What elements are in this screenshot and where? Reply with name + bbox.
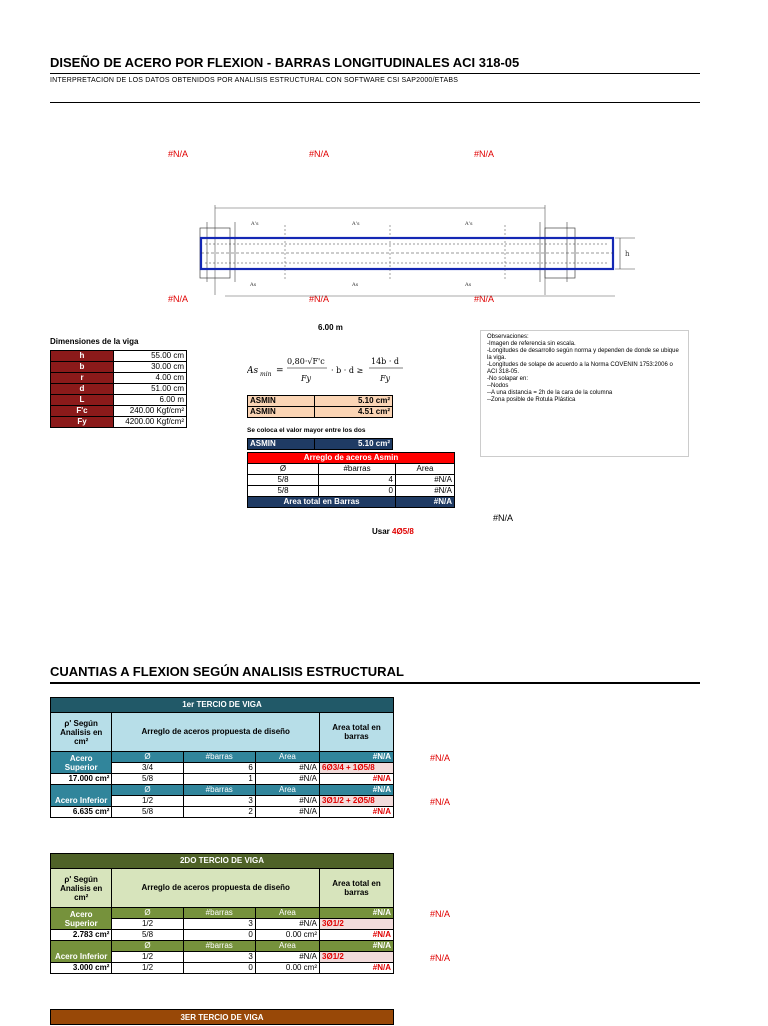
tercio2-inf-value: 3.000 cm² [51, 963, 112, 974]
dimension-value: 55.00 cm [114, 351, 187, 362]
beam-length: 6.00 m [318, 323, 343, 332]
dimensions-row [51, 351, 187, 362]
dimension-value: 30.00 cm [114, 362, 187, 373]
tercio1-sup-r2-combo: #N/A [320, 774, 394, 785]
dimension-label: r [51, 373, 114, 384]
asmin-total-value: #N/A [396, 497, 455, 508]
tercio1-sup-r1-area: #N/A [255, 763, 319, 774]
tercio1-sup-label: Acero Superior [51, 752, 112, 774]
tercio2-sup-label: Acero Superior [51, 908, 112, 930]
svg-text:As: As [247, 366, 259, 376]
dimensions-row [51, 373, 187, 384]
tercio1-inf-r2-diam: 5/8 [112, 807, 183, 818]
tercio2-sup-total: #N/A [320, 908, 394, 919]
tercio1-inf-r2-area: #N/A [255, 807, 319, 818]
tercio1-sub-bars: #barras [183, 752, 255, 763]
tercio1-inf-total: #N/A [320, 785, 394, 796]
asmin-note: Se coloca el valor mayor entre los dos [247, 427, 366, 434]
asmin-col-area: Area [396, 464, 455, 475]
diagram-na-top-left: #N/A [168, 149, 189, 159]
tercio1-table [50, 697, 394, 818]
asmin-side-value: #N/A [493, 513, 514, 523]
tercio3-title: 3ER TERCIO DE VIGA [50, 1009, 394, 1025]
svg-text:=: = [276, 366, 284, 376]
svg-text:0,80·√F'c: 0,80·√F'c [287, 357, 325, 366]
observations-line: -Longitudes de solape de acuerdo a la Norma COVENIN 1753:2006 o ACI 318-05. [487, 362, 673, 375]
tercio2-inf-r1-combo: 3Ø1/2 [320, 952, 394, 963]
asmin-col-bars: #barras [319, 464, 396, 475]
tercio1-col-area: Area total en barras [320, 713, 394, 752]
tercio2-sup-r2-area: 0.00 cm² [255, 930, 319, 941]
tercio1-sup-r2-diam: 5/8 [112, 774, 183, 785]
observations-line: --Zona posible de Rotula Plástica [487, 397, 576, 403]
dimensions-row [51, 395, 187, 406]
tercio2-inf-r2-bars: 0 [183, 963, 255, 974]
tercio1-sup-r2-bars: 1 [183, 774, 255, 785]
dimension-label: d [51, 384, 114, 395]
asmin-row2-diam: 5/8 [248, 486, 319, 497]
tercio2-sub-area: Area [255, 908, 319, 919]
diagram-na-bot-mid: #N/A [309, 294, 330, 304]
header-rule-top [50, 73, 700, 74]
dimensions-row [51, 417, 187, 428]
tercio1-sup-r1-diam: 3/4 [112, 763, 183, 774]
observations-line: --A una distancia = 2h de la cara de la columna [487, 390, 613, 396]
tercio1-side-2: #N/A [430, 797, 451, 807]
tercio1-col-rho: ρ' Según Analisis en cm² [51, 713, 112, 752]
dimension-value: 240.00 Kgf/cm² [114, 406, 187, 417]
asmin-final-table [247, 438, 393, 450]
asmin-formula [247, 353, 407, 387]
tercio2-inf-r2-combo: #N/A [320, 963, 394, 974]
diagram-label-as5: As [352, 282, 359, 288]
asmin-final-value: 5.10 cm² [315, 439, 393, 450]
diagram-na-bot-left: #N/A [168, 294, 189, 304]
svg-text:· b · d ≥: · b · d ≥ [331, 366, 364, 375]
beam-diagram [195, 200, 645, 300]
tercio1-sup-total: #N/A [320, 752, 394, 763]
diagram-na-bot-right: #N/A [474, 294, 495, 304]
tercio2-sub2-area: Area [255, 941, 319, 952]
tercio2-sub2-diam: Ø [112, 941, 183, 952]
diagram-label-as1: A's [251, 221, 259, 227]
dimension-label: b [51, 362, 114, 373]
tercio1-sub2-area: Area [255, 785, 319, 796]
asmin-value-2: 4.51 cm² [315, 407, 393, 418]
tercio2-inf-r1-area: #N/A [255, 952, 319, 963]
observations-line: -Longitudes de desarrollo según norma y dependen de donde se ubique la viga. [487, 348, 679, 361]
asmin-total-label: Area total en Barras [248, 497, 396, 508]
page-subtitle: INTERPRETACION DE LOS DATOS OBTENIDOS POR ANALISIS ESTRUCTURAL CON SOFTWARE CSI SAP2000/ETABS [50, 77, 459, 84]
tercio2-col-area: Area total en barras [320, 869, 394, 908]
dimension-label: L [51, 395, 114, 406]
tercio2-sup-r1-combo: 3Ø1/2 [320, 919, 394, 930]
asmin-row1-bars: 4 [319, 475, 396, 486]
dimension-value: 4200.00 Kgf/cm² [114, 417, 187, 428]
tercio2-sub-bars: #barras [183, 908, 255, 919]
tercio2-inf-label: Acero Inferior [51, 941, 112, 963]
observations-line: --Nodos [487, 383, 509, 389]
tercio1-sub-diam: Ø [112, 752, 183, 763]
tercio2-inf-r1-bars: 3 [183, 952, 255, 963]
tercio2-sup-r1-area: #N/A [255, 919, 319, 930]
tercio1-title: 1er TERCIO DE VIGA [51, 698, 394, 713]
tercio2-col-arreglo: Arreglo de aceros propuesta de diseño [112, 869, 320, 908]
observations-line: Observaciones: [487, 334, 529, 340]
asmin-label-2: ASMIN [248, 407, 315, 418]
tercio1-sup-r2-area: #N/A [255, 774, 319, 785]
observations-line: -Imagen de referencia sin escala. [487, 341, 576, 347]
tercio2-inf-r1-diam: 1/2 [112, 952, 183, 963]
section2-rule [50, 682, 700, 684]
svg-text:Fy: Fy [380, 374, 391, 383]
tercio2-title: 2DO TERCIO DE VIGA [51, 854, 394, 869]
asmin-value-1: 5.10 cm² [315, 396, 393, 407]
asmin-arrangement-title: Arreglo de aceros Asmin [248, 453, 455, 464]
tercio1-sub-area: Area [255, 752, 319, 763]
tercio1-inf-r1-area: #N/A [255, 796, 319, 807]
usar-label: Usar [372, 527, 390, 536]
diagram-label-as2: A's [352, 221, 360, 227]
tercio2-sup-r2-combo: #N/A [320, 930, 394, 941]
dimensions-title: Dimensiones de la viga [50, 337, 139, 346]
tercio2-col-rho: ρ' Según Analisis en cm² [51, 869, 112, 908]
tercio2-sup-r2-bars: 0 [183, 930, 255, 941]
tercio2-table [50, 853, 394, 974]
dimensions-row [51, 362, 187, 373]
tercio1-sup-r1-combo: 6Ø3/4 + 1Ø5/8 [320, 763, 394, 774]
svg-text:h: h [625, 250, 630, 258]
asmin-values-table [247, 395, 393, 418]
asmin-arrangement-table [247, 452, 455, 508]
asmin-row1-area: #N/A [396, 475, 455, 486]
tercio1-side-1: #N/A [430, 753, 451, 763]
dimension-value: 6.00 m [114, 395, 187, 406]
tercio1-inf-label: Acero Inferior [51, 785, 112, 807]
observations-line: -No solapar en: [487, 376, 529, 382]
usar-value: 4Ø5/8 [392, 527, 414, 536]
tercio1-inf-r1-combo: 3Ø1/2 + 2Ø5/8 [320, 796, 394, 807]
asmin-final-label: ASMIN [248, 439, 315, 450]
tercio1-inf-value: 6.635 cm² [51, 807, 112, 818]
page-title: DISEÑO DE ACERO POR FLEXION - BARRAS LONGITUDINALES ACI 318-05 [50, 55, 520, 70]
dimensions-row [51, 406, 187, 417]
tercio2-inf-r2-diam: 1/2 [112, 963, 183, 974]
tercio1-inf-r2-combo: #N/A [320, 807, 394, 818]
tercio2-sub-diam: Ø [112, 908, 183, 919]
tercio1-inf-r2-bars: 2 [183, 807, 255, 818]
tercio2-side-1: #N/A [430, 909, 451, 919]
asmin-row2-area: #N/A [396, 486, 455, 497]
diagram-na-top-mid: #N/A [309, 149, 330, 159]
tercio1-sub2-diam: Ø [112, 785, 183, 796]
tercio1-inf-r1-diam: 1/2 [112, 796, 183, 807]
diagram-label-as4: As [250, 282, 257, 288]
tercio2-inf-r2-area: 0.00 cm² [255, 963, 319, 974]
tercio1-inf-r1-bars: 3 [183, 796, 255, 807]
diagram-label-as3: A's [465, 221, 473, 227]
tercio2-sub2-bars: #barras [183, 941, 255, 952]
tercio2-sup-value: 2.783 cm² [51, 930, 112, 941]
dimension-value: 51.00 cm [114, 384, 187, 395]
asmin-col-diam: Ø [248, 464, 319, 475]
diagram-label-as6: As [465, 282, 472, 288]
dimension-label: F'c [51, 406, 114, 417]
diagram-na-top-right: #N/A [474, 149, 495, 159]
dimension-label: h [51, 351, 114, 362]
tercio2-sup-r1-diam: 1/2 [112, 919, 183, 930]
dimension-label: Fy [51, 417, 114, 428]
asmin-label-1: ASMIN [248, 396, 315, 407]
usar-line [372, 527, 414, 536]
svg-text:min: min [260, 371, 272, 378]
tercio1-col-arreglo: Arreglo de aceros propuesta de diseño [112, 713, 320, 752]
observations-box [480, 330, 689, 457]
svg-text:Fy: Fy [301, 374, 312, 383]
tercio1-sub2-bars: #barras [183, 785, 255, 796]
asmin-row2-bars: 0 [319, 486, 396, 497]
tercio2-side-2: #N/A [430, 953, 451, 963]
tercio1-sup-value: 17.000 cm² [51, 774, 112, 785]
dimensions-table [50, 350, 187, 428]
section2-title: CUANTIAS A FLEXION SEGÚN ANALISIS ESTRUCTURAL [50, 664, 404, 679]
tercio2-inf-total: #N/A [320, 941, 394, 952]
tercio2-sup-r1-bars: 3 [183, 919, 255, 930]
tercio1-sup-r1-bars: 6 [183, 763, 255, 774]
dimensions-row [51, 384, 187, 395]
tercio2-sup-r2-diam: 5/8 [112, 930, 183, 941]
dimension-value: 4.00 cm [114, 373, 187, 384]
svg-text:14b · d: 14b · d [371, 357, 400, 366]
asmin-row1-diam: 5/8 [248, 475, 319, 486]
header-rule-bottom [50, 102, 700, 103]
